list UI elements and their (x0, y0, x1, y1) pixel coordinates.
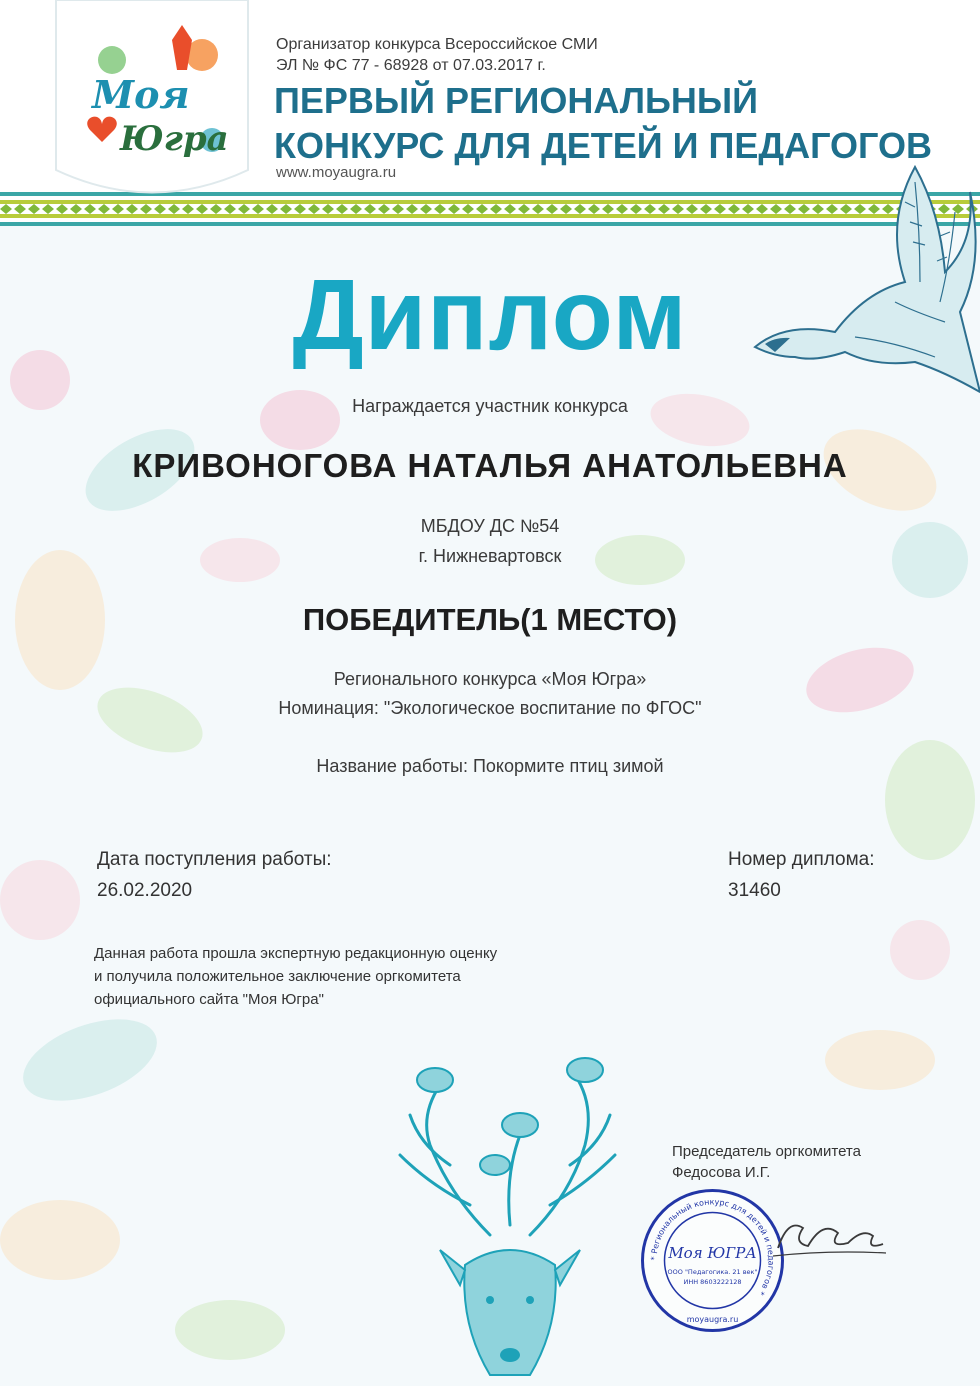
work-title: Название работы: Покормите птиц зимой (316, 756, 664, 776)
organizer-line-2: ЭЛ № ФС 77 - 68928 от 07.03.2017 г. (276, 57, 546, 74)
date-label: Дата поступления работы: (97, 849, 332, 870)
city: г. Нижневартовск (418, 546, 562, 566)
place-award: ПОБЕДИТЕЛЬ(1 МЕСТО) (302, 602, 678, 637)
contest-headline (274, 78, 932, 168)
number-label: Номер диплома: (728, 849, 875, 870)
number-block (728, 844, 875, 906)
date-block (97, 844, 332, 906)
handwritten-signature (768, 1208, 888, 1268)
deer-with-birds-illustration (370, 1035, 650, 1386)
headline-line-2: КОНКУРС ДЛЯ ДЕТЕЙ И ПЕДАГОГОВ (274, 125, 932, 166)
stamp-inn: ИНН 8603222128 (683, 1278, 742, 1286)
contest-name: Регионального конкурса «Моя Югра» (333, 669, 647, 689)
logo-word-moya: Моя (92, 72, 190, 117)
stamp-site: moyaugra.ru (686, 1315, 739, 1324)
nomination: Номинация: "Экологическое воспитание по ФГОС" (278, 698, 702, 718)
institution: МБДОУ ДС №54 (420, 516, 560, 536)
organizer-line-1: Организатор конкурса Всероссийское СМИ (276, 36, 598, 53)
headline-line-1: ПЕРВЫЙ РЕГИОНАЛЬНЫЙ (274, 80, 759, 121)
organizer-info (276, 34, 598, 76)
diploma-title: Диплом (292, 259, 688, 371)
chairman-title: Председатель оргкомитета (672, 1143, 861, 1160)
stamp-center-text: Моя ЮГРА (668, 1244, 757, 1262)
stamp-ring-text: * Региональный конкурс для детей и педагогов * (649, 1197, 776, 1297)
awarded-text: Награждается участник конкурса (352, 396, 628, 416)
official-stamp (640, 1188, 785, 1333)
recipient-name: КРИВОНОГОВА НАТАЛЬЯ АНАТОЛЬЕВНА (132, 447, 848, 484)
stamp-company: ООО "Педагогика. 21 век" (667, 1268, 758, 1276)
note-line-1: Данная работа прошла экспертную редакционную оценку (94, 945, 498, 962)
moya-yugra-logo (52, 0, 252, 205)
chairman-block (672, 1141, 861, 1183)
expert-note (94, 942, 497, 1011)
chairman-name: Федосова И.Г. (672, 1164, 771, 1181)
date-value: 26.02.2020 (97, 880, 193, 901)
note-line-2: и получила положительное заключение оргкомитета (94, 968, 461, 985)
logo-word-yugra: Югра (120, 119, 229, 159)
note-line-3: официального сайта "Моя Югра" (94, 991, 324, 1008)
website-link[interactable]: www.moyaugra.ru (276, 164, 397, 181)
number-value: 31460 (728, 880, 781, 901)
